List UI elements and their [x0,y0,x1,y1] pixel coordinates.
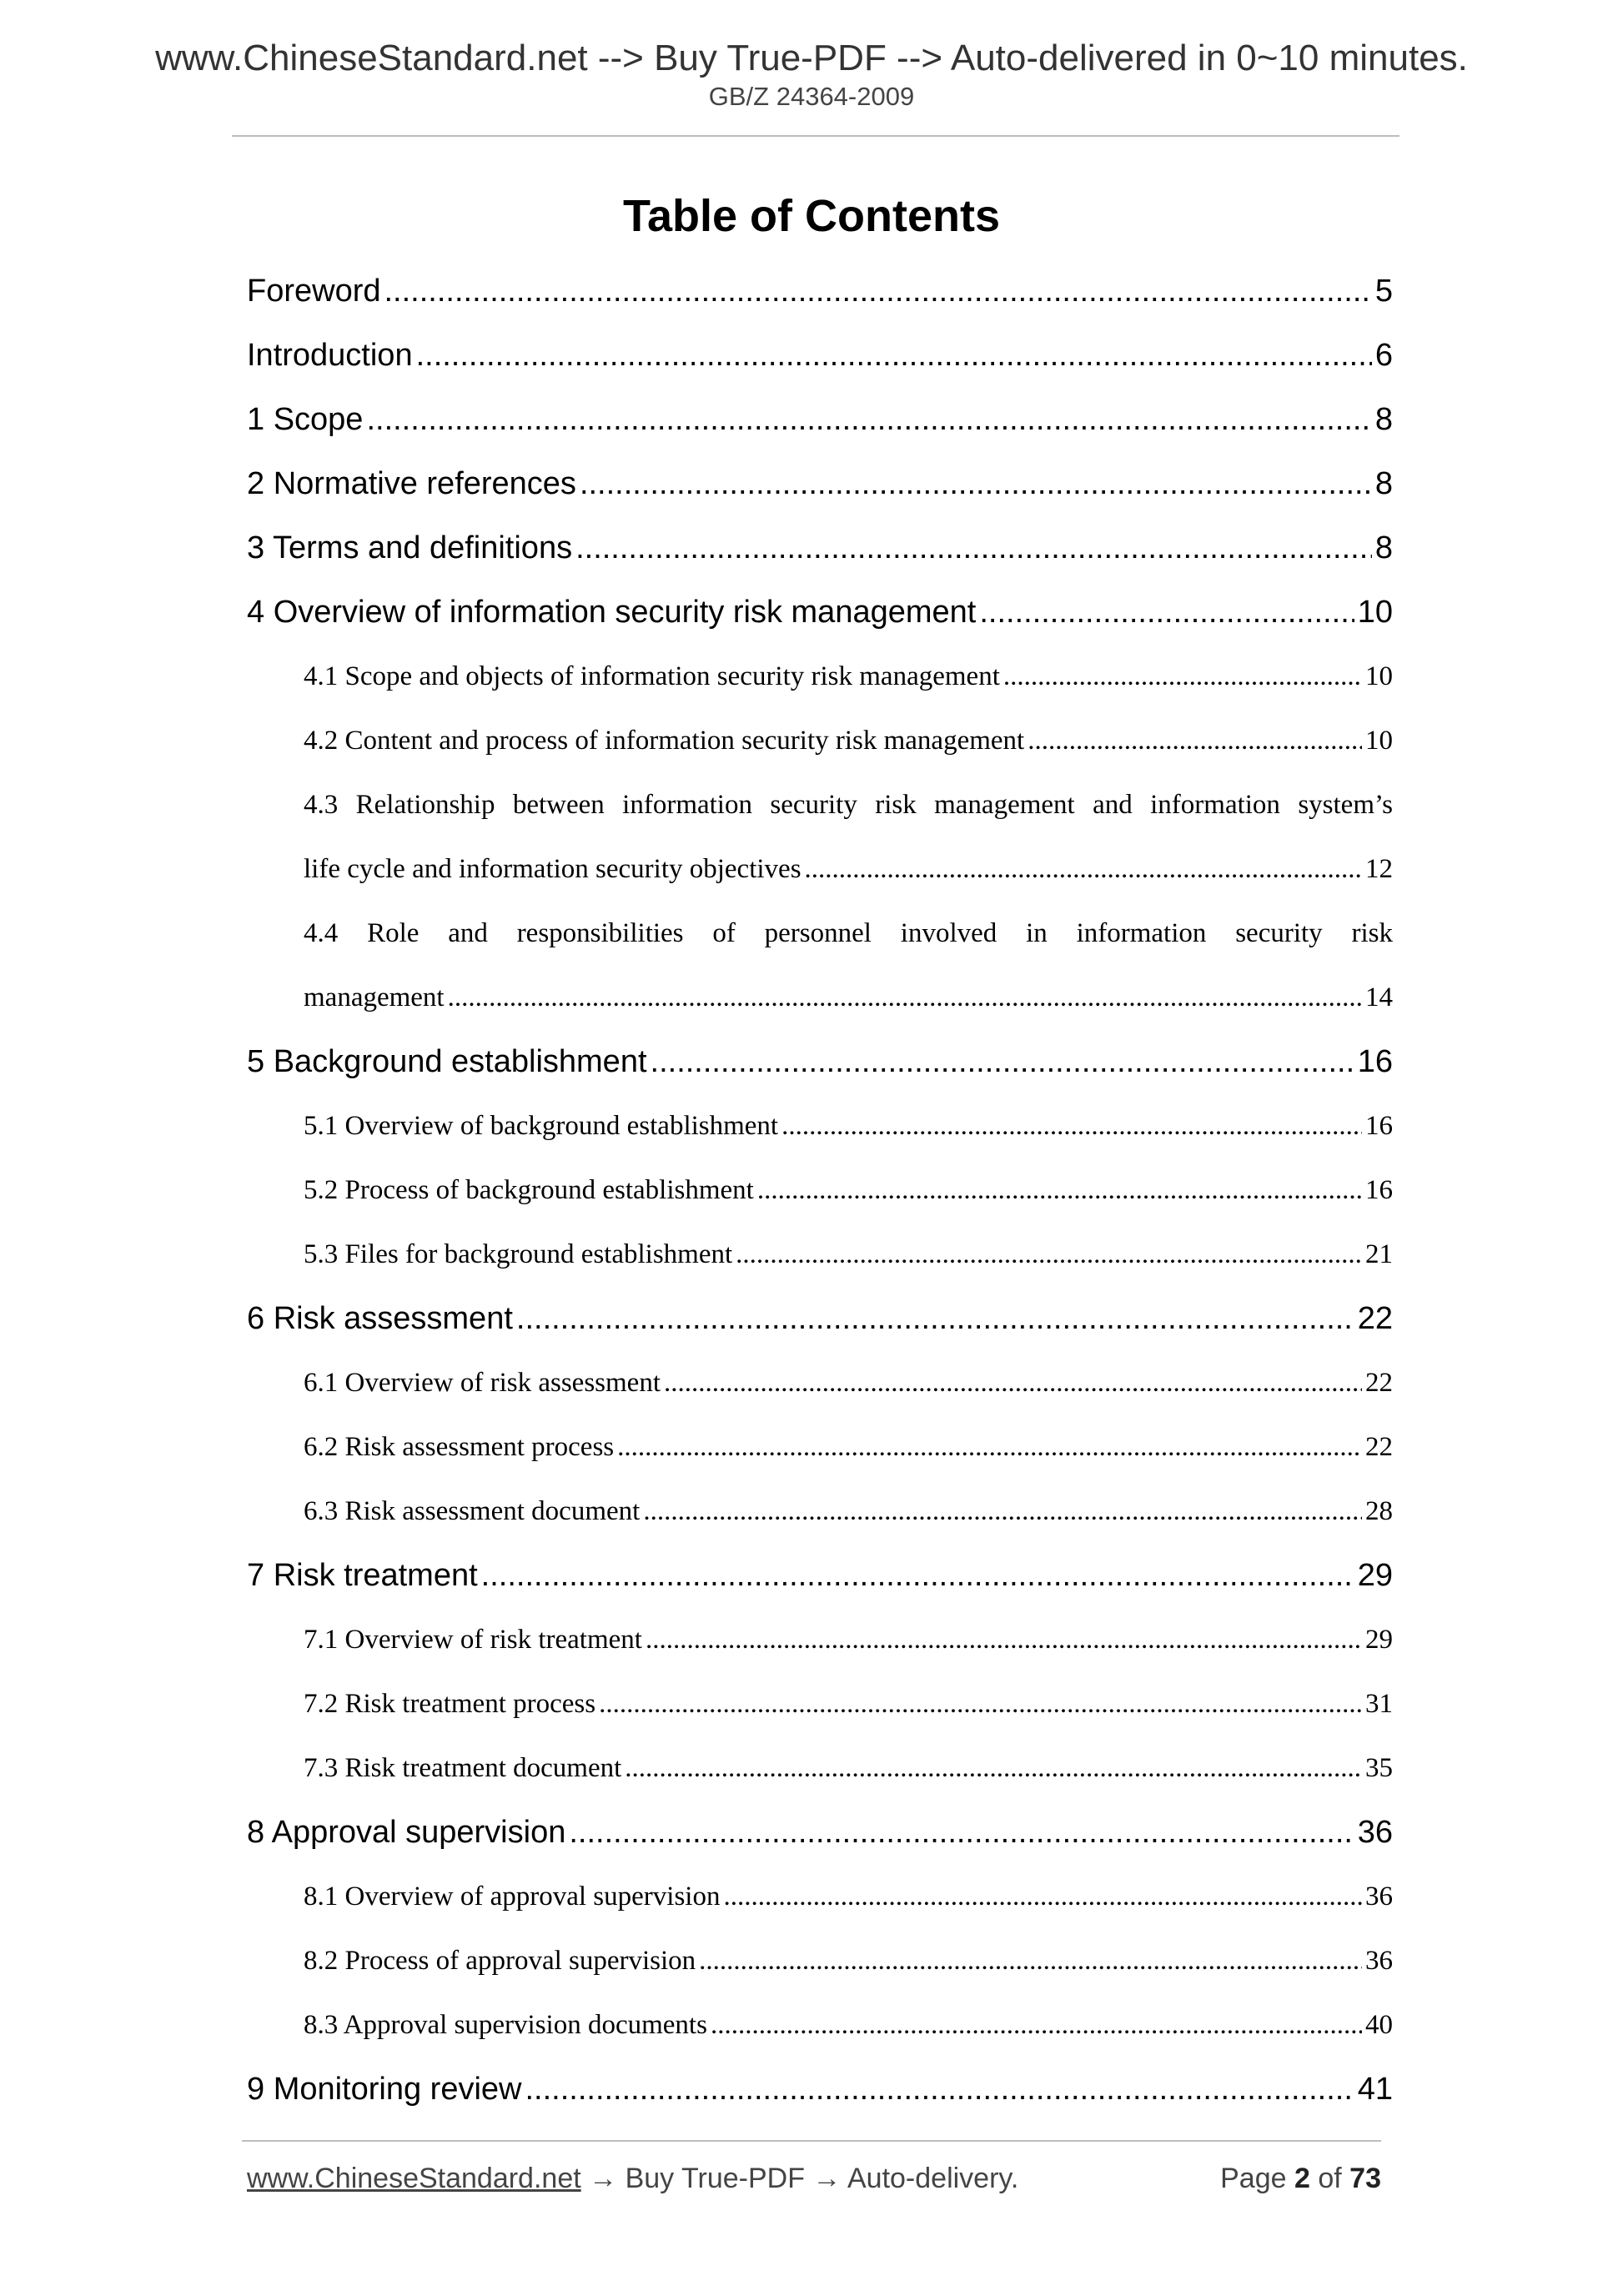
page-indicator [1220,2164,1381,2193]
table-of-contents [247,269,1393,2131]
toc-entry-page: 10 [1365,726,1393,756]
toc-entry-page: 22 [1365,1432,1393,1462]
toc-entry-4-3-line1[interactable] [304,782,1393,847]
toc-entry-label: 4 Overview of information security risk management [247,595,977,630]
toc-entry-page: 12 [1365,854,1393,884]
toc-entry-4-1[interactable] [304,654,1393,718]
toc-entry-page: 16 [1365,1175,1393,1205]
leader-dots [699,1938,1362,1984]
toc-entry-8-2[interactable] [304,1938,1393,2002]
leader-dots [781,1103,1362,1149]
toc-entry-label: 4.2 Content and process of information security risk management [304,726,1025,756]
leader-dots [617,1424,1362,1470]
leader-dots [569,1810,1354,1856]
toc-entry-8-1[interactable] [304,1874,1393,1938]
toc-entry-5[interactable] [247,1039,1393,1103]
toc-entry-7-3[interactable] [304,1746,1393,1810]
toc-entry-label: 8 Approval supervision [247,1815,566,1850]
leader-dots [664,1360,1362,1406]
toc-entry-label: 6.2 Risk assessment process [304,1432,615,1462]
toc-entry-label: Foreword [247,274,381,309]
toc-entry-page: 35 [1365,1753,1393,1783]
toc-entry-page: 8 [1374,402,1393,437]
toc-entry-5-2[interactable] [304,1168,1393,1232]
page-word: Page [1220,2163,1287,2194]
leader-dots [646,1617,1362,1663]
toc-entry-4[interactable] [247,590,1393,654]
top-banner: www.ChineseStandard.net --> Buy True-PDF --> Auto-delivered in 0~10 minutes. [155,38,1468,78]
toc-entry-page: 36 [1357,1815,1393,1850]
leader-dots [416,333,1372,379]
leader-dots [580,461,1372,507]
toc-entry-label: 5.1 Overview of background establishment [304,1111,779,1141]
toc-entry-page: 36 [1365,1882,1393,1912]
toc-entry-label: 4.4 Role and responsibilities of personnel involved in information security risk [304,918,1393,948]
toc-entry-label: 8.2 Process of approval supervision [304,1946,696,1976]
toc-entry-label: 7.1 Overview of risk treatment [304,1625,642,1655]
toc-entry-6-2[interactable] [304,1424,1393,1489]
toc-entry-5-1[interactable] [304,1103,1393,1168]
leader-dots [757,1168,1362,1213]
toc-entry-label: 1 Scope [247,402,364,437]
toc-entry-6[interactable] [247,1296,1393,1360]
toc-entry-6-3[interactable] [304,1489,1393,1553]
toc-entry-label: 9 Monitoring review [247,2072,522,2107]
leader-dots [448,975,1362,1021]
toc-entry-page: 8 [1374,466,1393,501]
toc-entry-5-3[interactable] [304,1232,1393,1296]
page-footer [247,2164,1381,2193]
toc-entry-7-1[interactable] [304,1617,1393,1681]
leader-dots [711,2002,1362,2048]
footer-site-link[interactable]: www.ChineseStandard.net [247,2163,581,2194]
toc-entry-9[interactable] [247,2067,1393,2131]
toc-entry-page: 10 [1365,661,1393,691]
leader-dots [525,2067,1354,2113]
toc-entry-label: 7.2 Risk treatment process [304,1689,596,1719]
toc-entry-1[interactable] [247,397,1393,461]
toc-entry-4-2[interactable] [304,718,1393,782]
header-divider [232,135,1399,137]
toc-entry-4-3-line2[interactable] [304,847,1393,911]
toc-entry-introduction[interactable] [247,333,1393,397]
toc-entry-label: 2 Normative references [247,466,576,501]
toc-entry-page: 10 [1357,595,1393,630]
leader-dots [481,1553,1354,1599]
toc-entry-label: life cycle and information security objectives [304,854,801,884]
toc-entry-page: 29 [1357,1558,1393,1593]
toc-entry-6-1[interactable] [304,1360,1393,1424]
toc-entry-page: 8 [1374,530,1393,565]
footer-divider [242,2140,1381,2142]
toc-entry-label: 5 Background establishment [247,1044,647,1079]
toc-entry-8[interactable] [247,1810,1393,1874]
toc-entry-label: 7 Risk treatment [247,1558,478,1593]
toc-entry-page: 21 [1365,1239,1393,1269]
toc-entry-foreword[interactable] [247,269,1393,333]
toc-entry-7-2[interactable] [304,1681,1393,1746]
toc-entry-label: 3 Terms and definitions [247,530,573,565]
toc-entry-label: 4.3 Relationship between information security risk management and information system’s [304,790,1393,820]
leader-dots [384,269,1372,314]
toc-entry-page: 5 [1374,274,1393,309]
toc-entry-page: 29 [1365,1625,1393,1655]
toc-entry-label: 7.3 Risk treatment document [304,1753,622,1783]
toc-entry-page: 16 [1365,1111,1393,1141]
toc-title: Table of Contents [623,191,1000,241]
page-total: 73 [1349,2163,1381,2194]
leader-dots [643,1489,1362,1535]
toc-entry-4-4-line1[interactable] [304,911,1393,975]
toc-entry-label: 5.2 Process of background establishment [304,1175,754,1205]
toc-entry-page: 40 [1365,2010,1393,2040]
leader-dots [805,847,1362,892]
leader-dots [575,525,1372,571]
page-current: 2 [1294,2163,1310,2194]
toc-entry-label: 5.3 Files for background establishment [304,1239,733,1269]
toc-entry-label: 6.3 Risk assessment document [304,1496,641,1526]
toc-entry-label: 6 Risk assessment [247,1301,513,1336]
standard-code: GB/Z 24364-2009 [708,82,915,111]
toc-entry-page: 41 [1357,2072,1393,2107]
toc-entry-2[interactable] [247,461,1393,525]
toc-entry-page: 16 [1357,1044,1393,1079]
toc-entry-label: 8.1 Overview of approval supervision [304,1882,721,1912]
leader-dots [1003,654,1362,700]
leader-dots [366,397,1371,443]
toc-entry-label: 6.1 Overview of risk assessment [304,1368,661,1398]
toc-entry-page: 22 [1357,1301,1393,1336]
toc-entry-3[interactable] [247,525,1393,590]
leader-dots [651,1039,1354,1085]
leader-dots [599,1681,1362,1727]
toc-entry-page: 22 [1365,1368,1393,1398]
leader-dots [516,1296,1354,1342]
leader-dots [736,1232,1362,1278]
toc-entry-label: 8.3 Approval supervision documents [304,2010,707,2040]
page-of: of [1318,2163,1342,2194]
footer-tagline: → Buy True-PDF → Auto-delivery. [580,2163,1019,2194]
leader-dots [625,1746,1362,1791]
toc-entry-page: 31 [1365,1689,1393,1719]
leader-dots [723,1874,1362,1920]
leader-dots [979,590,1354,636]
toc-entry-label: management [304,982,445,1012]
toc-entry-page: 6 [1374,338,1393,373]
toc-entry-page: 36 [1365,1946,1393,1976]
toc-entry-8-3[interactable] [304,2002,1393,2067]
toc-entry-label: Introduction [247,338,413,373]
toc-entry-page: 28 [1365,1496,1393,1526]
leader-dots [1028,718,1362,764]
toc-entry-4-4-line2[interactable] [304,975,1393,1039]
toc-entry-label: 4.1 Scope and objects of information security risk management [304,661,1000,691]
toc-entry-7[interactable] [247,1553,1393,1617]
toc-entry-page: 14 [1365,982,1393,1012]
